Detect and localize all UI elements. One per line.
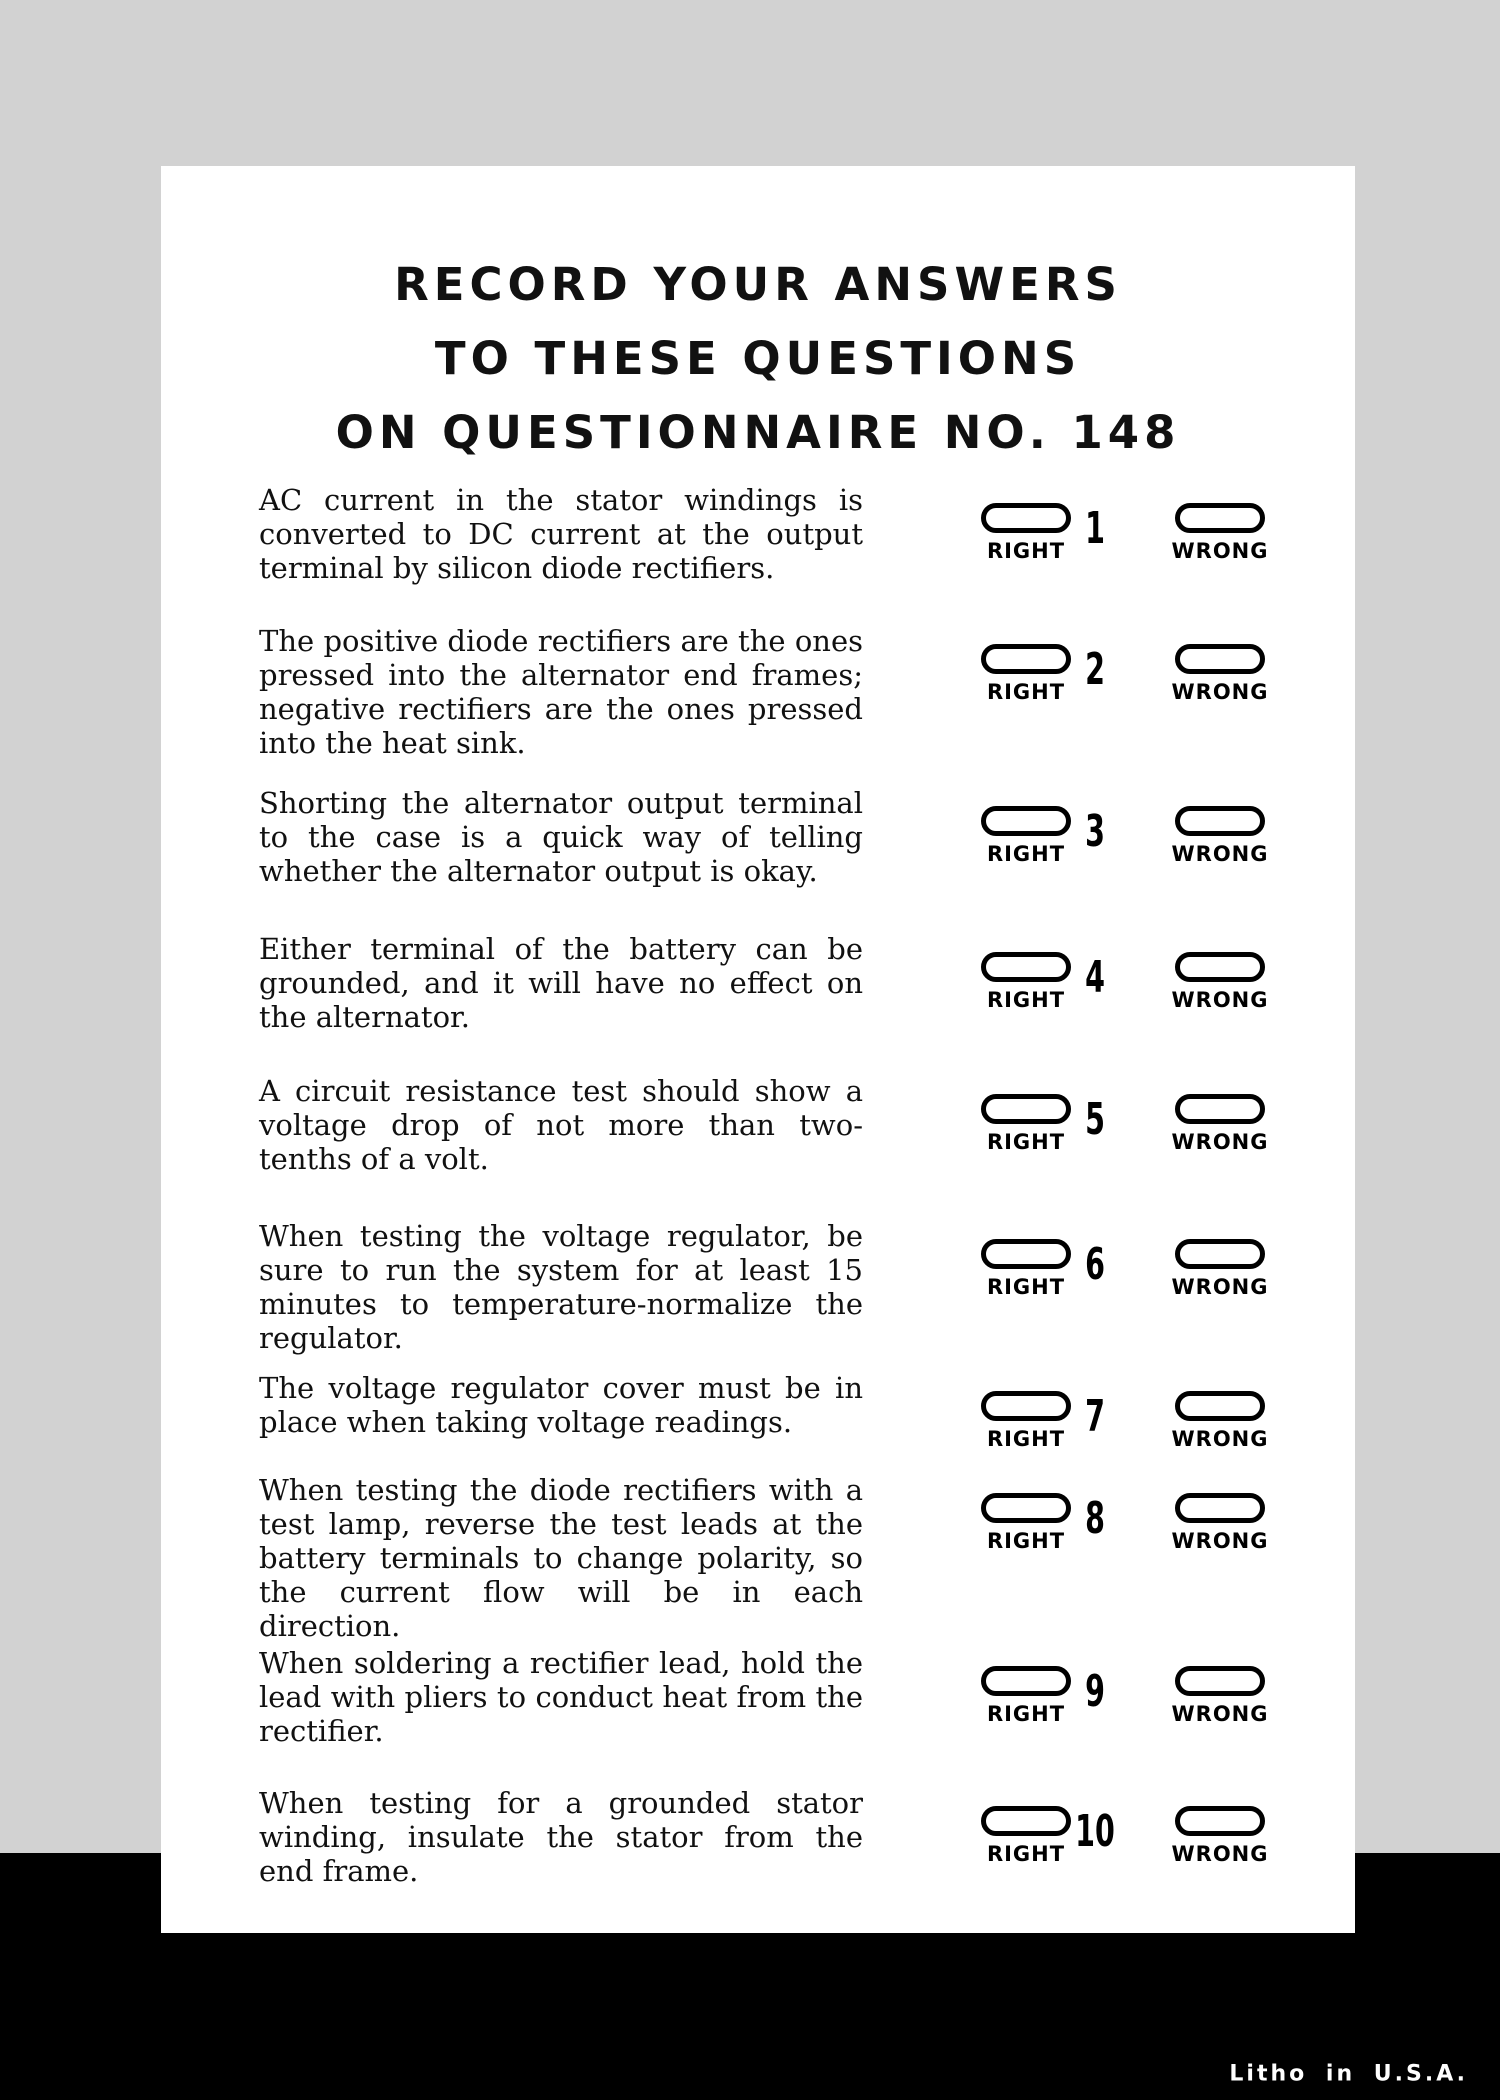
heading-line-3: ON QUESTIONNAIRE NO. 148 bbox=[335, 406, 1181, 459]
wrong-answer-option[interactable] bbox=[1165, 1806, 1275, 1866]
wrong-answer-option[interactable] bbox=[1165, 806, 1275, 866]
sheet-heading bbox=[161, 248, 1355, 470]
right-label: RIGHT bbox=[986, 1842, 1066, 1866]
wrong-answer-option[interactable] bbox=[1165, 1239, 1275, 1299]
wrong-label: WRONG bbox=[1171, 1427, 1269, 1451]
wrong-bubble[interactable] bbox=[1175, 1806, 1265, 1836]
right-bubble[interactable] bbox=[981, 1493, 1071, 1523]
question-text: The voltage regulator cover must be in place when taking voltage readings. bbox=[259, 1371, 863, 1439]
heading-line-2: TO THESE QUESTIONS bbox=[434, 332, 1082, 385]
question-text: A circuit resistance test should show a voltage drop of not more than two-tenths of a volt. bbox=[259, 1074, 863, 1176]
question-number: 7 bbox=[1085, 1391, 1105, 1442]
answer-sheet bbox=[161, 166, 1355, 1933]
right-label: RIGHT bbox=[986, 988, 1066, 1012]
question-number: 6 bbox=[1085, 1239, 1105, 1290]
question-number: 8 bbox=[1085, 1493, 1105, 1544]
wrong-answer-option[interactable] bbox=[1165, 644, 1275, 704]
right-bubble[interactable] bbox=[981, 1239, 1071, 1269]
question-number: 10 bbox=[1075, 1806, 1115, 1857]
wrong-bubble[interactable] bbox=[1175, 952, 1265, 982]
right-label: RIGHT bbox=[986, 680, 1066, 704]
wrong-bubble[interactable] bbox=[1175, 806, 1265, 836]
right-label: RIGHT bbox=[986, 1275, 1066, 1299]
right-bubble[interactable] bbox=[981, 644, 1071, 674]
right-answer-option[interactable] bbox=[971, 1391, 1081, 1451]
right-bubble[interactable] bbox=[981, 952, 1071, 982]
wrong-bubble[interactable] bbox=[1175, 1239, 1265, 1269]
right-bubble[interactable] bbox=[981, 1391, 1071, 1421]
wrong-bubble[interactable] bbox=[1175, 644, 1265, 674]
right-answer-option[interactable] bbox=[971, 1806, 1081, 1866]
wrong-bubble[interactable] bbox=[1175, 503, 1265, 533]
wrong-answer-option[interactable] bbox=[1165, 1391, 1275, 1451]
right-label: RIGHT bbox=[986, 1427, 1066, 1451]
right-bubble[interactable] bbox=[981, 1094, 1071, 1124]
right-answer-option[interactable] bbox=[971, 806, 1081, 866]
right-bubble[interactable] bbox=[981, 1806, 1071, 1836]
wrong-label: WRONG bbox=[1171, 842, 1269, 866]
wrong-label: WRONG bbox=[1171, 680, 1269, 704]
question-text: When testing the voltage regulator, be sure to run the system for at least 15 minutes to temperature-normalize the regulator. bbox=[259, 1219, 863, 1355]
wrong-bubble[interactable] bbox=[1175, 1391, 1265, 1421]
question-text: When testing the diode rectifiers with a test lamp, reverse the test leads at the battery terminals to change polarity, so the current flow will be in each direction. bbox=[259, 1473, 863, 1643]
wrong-label: WRONG bbox=[1171, 1529, 1269, 1553]
right-bubble[interactable] bbox=[981, 503, 1071, 533]
question-number: 9 bbox=[1085, 1666, 1105, 1717]
wrong-label: WRONG bbox=[1171, 1702, 1269, 1726]
question-text: Shorting the alternator output terminal to the case is a quick way of telling whether the alternator output is okay. bbox=[259, 786, 863, 888]
wrong-bubble[interactable] bbox=[1175, 1094, 1265, 1124]
wrong-answer-option[interactable] bbox=[1165, 1493, 1275, 1553]
question-number: 2 bbox=[1085, 644, 1105, 695]
question-text: AC current in the stator windings is converted to DC current at the output terminal by silicon diode rectifiers. bbox=[259, 483, 863, 585]
wrong-answer-option[interactable] bbox=[1165, 1094, 1275, 1154]
wrong-label: WRONG bbox=[1171, 539, 1269, 563]
right-label: RIGHT bbox=[986, 1702, 1066, 1726]
right-bubble[interactable] bbox=[981, 1666, 1071, 1696]
right-answer-option[interactable] bbox=[971, 1094, 1081, 1154]
wrong-answer-option[interactable] bbox=[1165, 503, 1275, 563]
right-answer-option[interactable] bbox=[971, 1239, 1081, 1299]
question-text: When soldering a rectifier lead, hold the lead with pliers to conduct heat from the rectifier. bbox=[259, 1646, 863, 1748]
wrong-label: WRONG bbox=[1171, 1275, 1269, 1299]
wrong-bubble[interactable] bbox=[1175, 1493, 1265, 1523]
right-answer-option[interactable] bbox=[971, 644, 1081, 704]
question-text: Either terminal of the battery can be grounded, and it will have no effect on the alternator. bbox=[259, 932, 863, 1034]
right-bubble[interactable] bbox=[981, 806, 1071, 836]
question-number: 1 bbox=[1085, 503, 1105, 554]
wrong-label: WRONG bbox=[1171, 1842, 1269, 1866]
right-label: RIGHT bbox=[986, 842, 1066, 866]
wrong-label: WRONG bbox=[1171, 1130, 1269, 1154]
right-answer-option[interactable] bbox=[971, 503, 1081, 563]
litho-footer: Litho in U.S.A. bbox=[1229, 2061, 1468, 2087]
wrong-answer-option[interactable] bbox=[1165, 1666, 1275, 1726]
right-label: RIGHT bbox=[986, 1529, 1066, 1553]
wrong-label: WRONG bbox=[1171, 988, 1269, 1012]
wrong-answer-option[interactable] bbox=[1165, 952, 1275, 1012]
wrong-bubble[interactable] bbox=[1175, 1666, 1265, 1696]
right-label: RIGHT bbox=[986, 539, 1066, 563]
right-label: RIGHT bbox=[986, 1130, 1066, 1154]
question-number: 3 bbox=[1085, 806, 1105, 857]
right-answer-option[interactable] bbox=[971, 952, 1081, 1012]
right-answer-option[interactable] bbox=[971, 1666, 1081, 1726]
heading-line-1: RECORD YOUR ANSWERS bbox=[394, 258, 1122, 311]
question-text: The positive diode rectifiers are the ones pressed into the alternator end frames; negative rectifiers are the ones pressed into the heat sink. bbox=[259, 624, 863, 760]
right-answer-option[interactable] bbox=[971, 1493, 1081, 1553]
question-number: 5 bbox=[1085, 1094, 1105, 1145]
question-number: 4 bbox=[1085, 952, 1105, 1003]
question-text: When testing for a grounded stator winding, insulate the stator from the end frame. bbox=[259, 1786, 863, 1888]
